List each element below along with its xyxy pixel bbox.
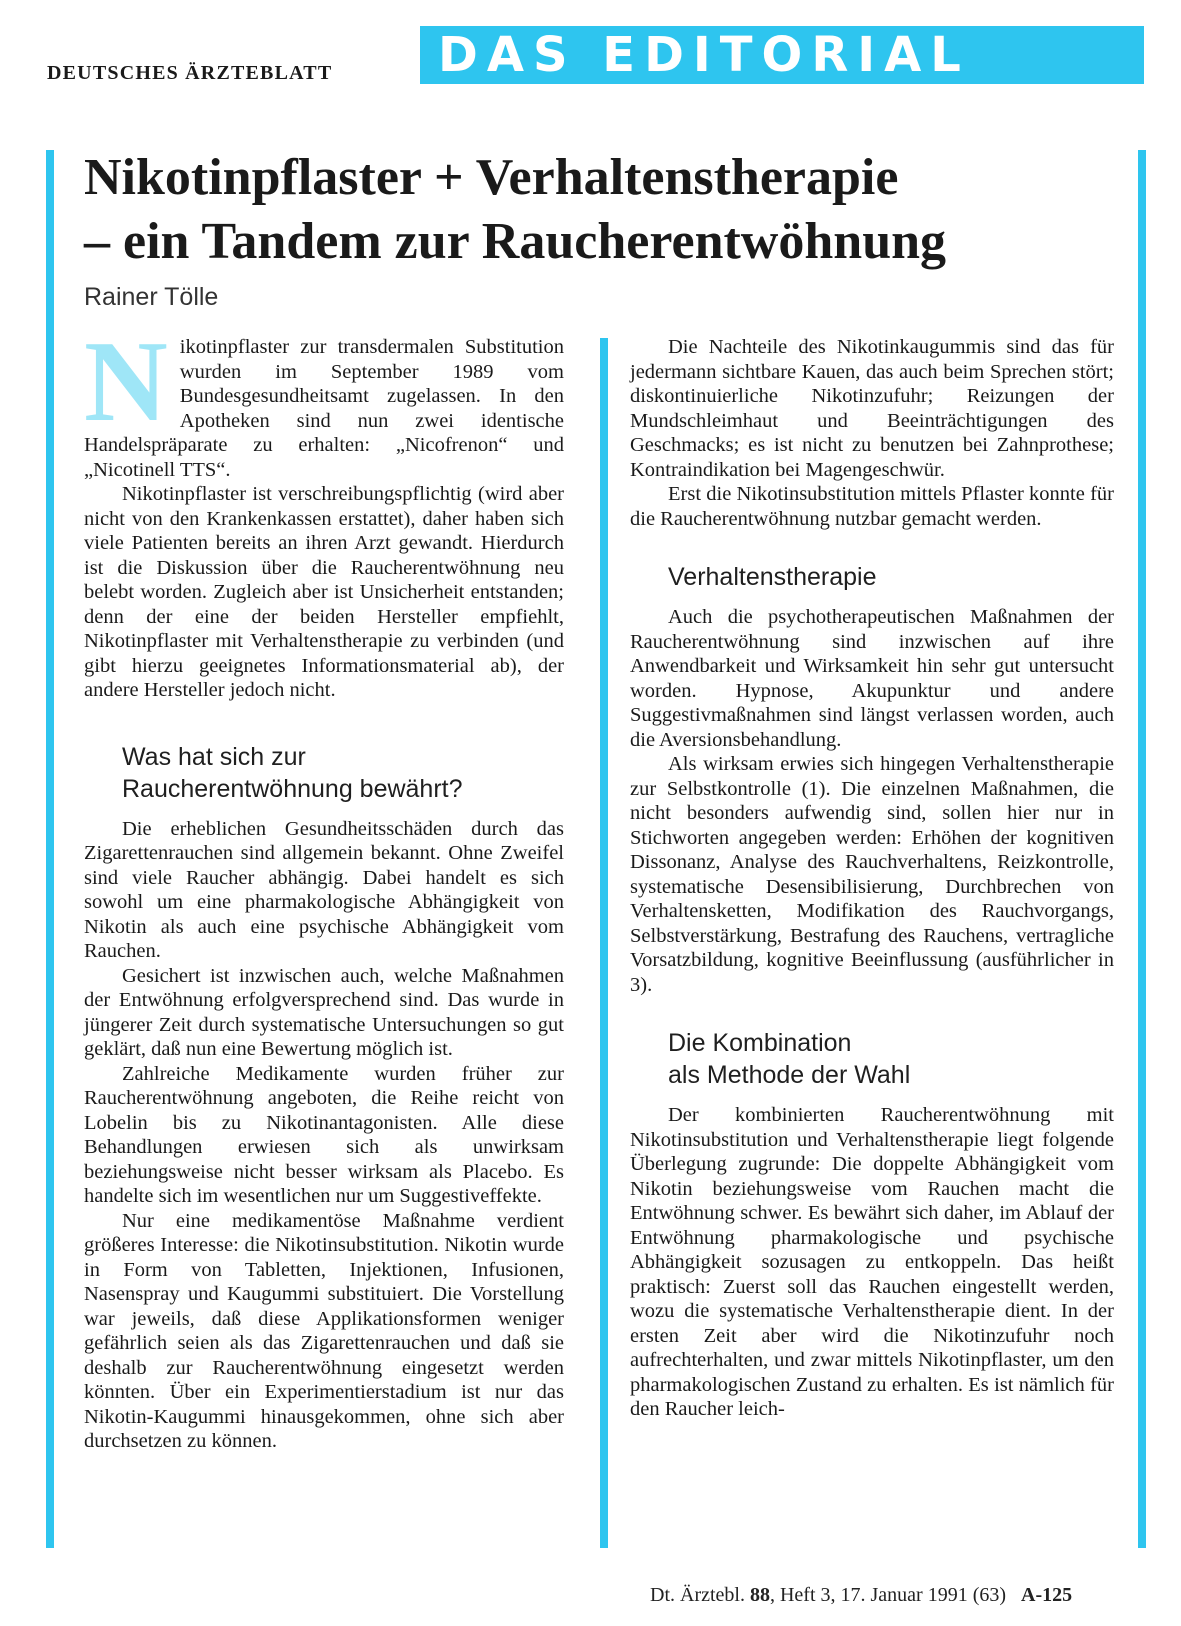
right-column [630, 335, 1114, 1422]
page-footer [650, 1584, 1072, 1607]
section-heading-line-1: Was hat sich zur [122, 742, 306, 771]
section-heading-line-2: als Methode der Wahl [668, 1061, 911, 1089]
paragraph: Nur eine medikamentöse Maßnahme verdient größeres Interesse: die Nikotinsubstitution. Nikotin wurde in Form von Tabletten, Injektionen, Infusionen, Nasenspray und Kaugummi substituiert. Die Vorstellung war jeweils, daß diese Applikationsformen weniger gefährlich seien als das Zigarettenrauchen und daß sie deshalb zur Raucherentwöhnung eingesetzt werden könnten. Über ein Experimentierstadium ist nur das Nikotin-Kaugummi hinausgekommen, ohne sich aber durchsetzen zu können. [84, 1209, 564, 1452]
paragraph [84, 318, 564, 482]
article-title-line-2: – ein Tandem zur Raucherentwöhnung [84, 213, 947, 270]
paragraph: Erst die Nikotinsubstitution mittels Pflaster konnte für die Raucherentwöhnung nutzbar gemacht werden. [630, 483, 1114, 530]
paragraph: Auch die psychotherapeutischen Maßnahmen der Raucherentwöhnung sind inzwischen auf ihre Anwendbarkeit und Wirksamkeit hin sehr gut untersucht worden. Hypnose, Akupunktur und andere Suggestivmaßnahmen sind längst verlassen worden, auch die Aversionsbehandlung. [630, 606, 1114, 751]
citation-prefix: Dt. Ärztebl. [650, 1584, 745, 1606]
section-banner-label: DAS EDITORIAL [438, 27, 970, 83]
section-heading-line-1: Die Kombination [668, 1029, 852, 1057]
article-title-line-1: Nikotinpflaster + Verhaltenstherapie [84, 149, 899, 206]
paragraph: Gesichert ist inzwischen auch, welche Maßnahmen der Entwöhnung erfolgversprechend sind. Das wurde in jüngerer Zeit durch systematische Untersuchungen so gut geklärt, daß nun eine Bewertung möglich ist. [84, 964, 564, 1060]
citation-volume: 88 [749, 1584, 770, 1606]
paragraph: Zahlreiche Medikamente wurden früher zur Raucherentwöhnung angeboten, die Reihe reicht von Lobelin bis zu Nikotinantagonisten. Alle diese Behandlungen erwiesen sich als unwirksam beziehungsweise nicht besser wirksam als Placebo. Es handelte sich im wesentlichen nur um Suggestiveffekte. [84, 1062, 564, 1207]
paragraph: Die Nachteile des Nikotinkaugummis sind das für jedermann sichtbare Kauen, das auch beim Sprechen stört; diskontinuierliche Nikotinzufuhr; Reizungen der Mundschleimhaut und Beeinträchtigungen des Geschmacks; es ist nicht zu benutzen bei Zahnprothese; Kontraindikation bei Magengeschwür. [630, 336, 1114, 481]
drop-cap: N [84, 318, 168, 446]
paragraph: Nikotinpflaster ist verschreibungspflichtig (wird aber nicht von den Krankenkassen erstattet), daher haben sich viele Patienten bereits an ihren Arzt gewandt. Hierdurch ist die Diskussion über die Raucherentwöhnung neu belebt worden. Zugleich aber ist Unsicherheit entstanden; denn der eine der beiden Hersteller empfiehlt, Nikotinpflaster mit Verhaltenstherapie zu verbinden (und gibt hierzu geeignetes Informationsmaterial ab), der andere Hersteller jedoch nicht. [84, 483, 564, 701]
left-column [84, 318, 564, 1454]
section-heading [630, 1027, 1114, 1091]
section-banner [420, 26, 1144, 84]
citation-issue: , Heft 3, 17. Januar 1991 (63) [769, 1584, 1007, 1606]
article-title [84, 146, 1134, 274]
column-divider-rule [600, 338, 608, 1548]
right-accent-rule [1138, 150, 1146, 1548]
section-heading-line-2: Raucherentwöhnung bewährt? [122, 774, 463, 803]
paragraph: Die erheblichen Gesundheitsschäden durch das Zigarettenrauchen sind allgemein bekannt. Ohne Zweifel sind viele Raucher abhängig. Dabei handelt es sich sowohl um eine pharmakologische Abhängigkeit von Nikotin als auch eine psychische Abhängigkeit vom Rauchen. [84, 817, 564, 962]
page-number: A-125 [1021, 1584, 1073, 1606]
section-heading: Verhaltenstherapie [668, 563, 877, 591]
article-author: Rainer Tölle [84, 283, 219, 311]
paragraph: Der kombinierten Raucherentwöhnung mit Nikotinsubstitution und Verhaltenstherapie liegt folgende Überlegung zugrunde: Die doppelte Abhängigkeit vom Nikotin beziehungsweise vom Rauchen macht die Entwöhnung schwer. Es bewährt sich daher, im Ablauf der Entwöhnung pharmakologische und psychische Abhängigkeit sozusagen zu entkoppeln. Das heißt praktisch: Zuerst soll das Rauchen eingestellt werden, wozu die systematische Verhaltenstherapie dient. In der ersten Zeit aber wird die Nikotinzufuhr noch aufrechterhalten, und zwar mittels Nikotinpflaster, um den pharmakologischen Zustand zu erhalten. Es ist nämlich für den Raucher leich- [630, 1104, 1114, 1420]
journal-name: DEUTSCHES ÄRZTEBLATT [47, 62, 333, 84]
left-accent-rule [46, 150, 54, 1548]
paragraph-text: ikotinpflaster zur transdermalen Substitution wurden im September 1989 vom Bundesgesundheitsamt zugelassen. In den Apotheken sind nun zwei identische Handelspräparate zu erhalten: „Nicofrenon“ und „Nicotinell TTS“. [84, 336, 564, 481]
paragraph: Als wirksam erwies sich hingegen Verhaltenstherapie zur Selbstkontrolle (1). Die einzelnen Maßnahmen, die nicht besonders aufwendig sind, sollen hier nur in Stichworten angegeben werden: Erhöhen der kognitiven Dissonanz, Analyse des Rauchverhaltens, Reizkontrolle, systematische Desensibilisierung, Durchbrechen von Verhaltensketten, Modifikation des Rauchvorgangs, Selbstverstärkung, Bestrafung des Rauchens, vertragliche Vorsatzbildung, kognitive Beeinflussung (ausführlicher in 3). [630, 753, 1114, 996]
section-heading [84, 741, 564, 805]
